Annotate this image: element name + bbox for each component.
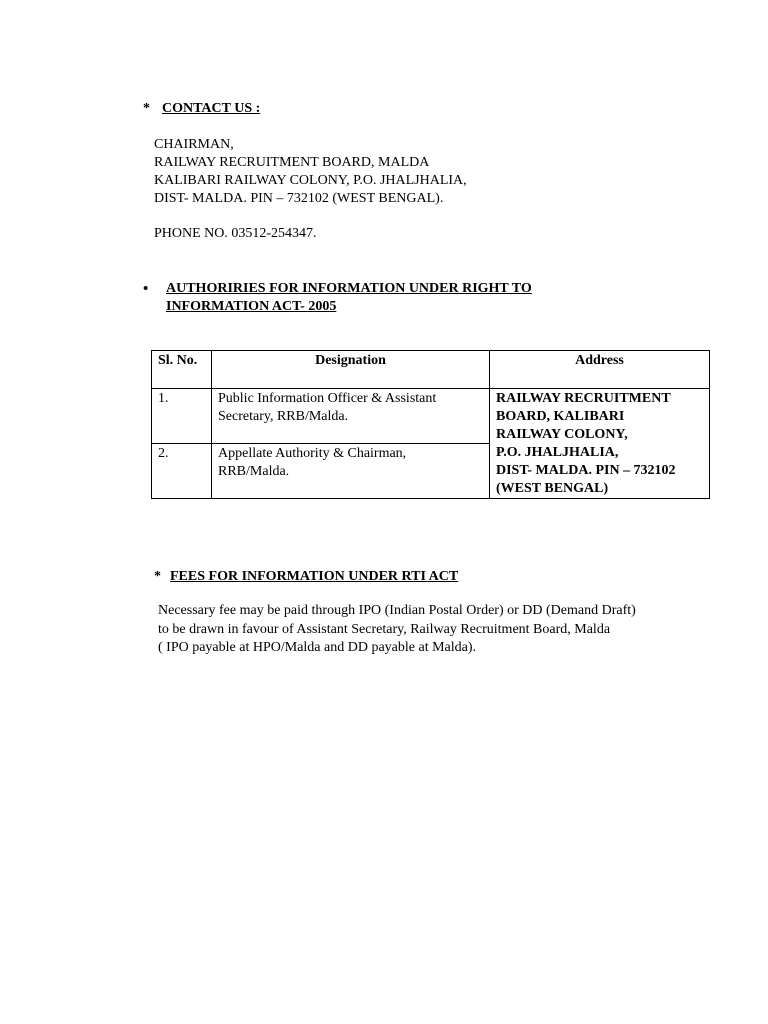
cell-sl-no: 1.	[152, 389, 212, 444]
contact-heading	[143, 100, 260, 118]
designation-line: RRB/Malda.	[218, 464, 290, 479]
header-address: Address	[490, 351, 710, 389]
address-line: BOARD, KALIBARI	[496, 409, 625, 424]
authorities-heading-line: INFORMATION ACT- 2005	[166, 299, 337, 314]
cell-sl-no: 2.	[152, 444, 212, 499]
address-line: RAILWAY RECRUITMENT	[496, 391, 671, 406]
table-row	[152, 389, 710, 444]
fees-line: Necessary fee may be paid through IPO (Indian Postal Order) or DD (Demand Draft)	[158, 603, 636, 618]
asterisk-marker: *	[154, 569, 161, 584]
designation-line: Appellate Authority & Chairman,	[218, 446, 407, 461]
phone-number: PHONE NO. 03512-254347.	[154, 226, 317, 241]
address-line: P.O. JHALJHALIA,	[496, 445, 619, 460]
designation-line: Public Information Officer & Assistant	[218, 391, 437, 406]
cell-designation	[212, 389, 490, 444]
cell-address	[490, 389, 710, 499]
authorities-heading	[166, 280, 606, 316]
contact-line: DIST- MALDA. PIN – 732102 (WEST BENGAL).	[154, 191, 444, 206]
address-line: (WEST BENGAL)	[496, 481, 609, 496]
contact-address-block	[154, 136, 467, 208]
fees-heading-text: FEES FOR INFORMATION UNDER RTI ACT	[170, 569, 459, 584]
bullet-icon: •	[143, 281, 149, 297]
table-header-row	[152, 351, 710, 389]
fees-line: to be drawn in favour of Assistant Secretary, Railway Recruitment Board, Malda	[158, 621, 611, 637]
header-sl-no: Sl. No.	[152, 351, 212, 389]
fees-heading	[154, 568, 458, 586]
contact-heading-text: CONTACT US :	[162, 101, 261, 116]
contact-line: KALIBARI RAILWAY COLONY, P.O. JHALJHALIA,	[154, 173, 467, 188]
authorities-table	[151, 350, 710, 499]
designation-line: Secretary, RRB/Malda.	[218, 409, 349, 424]
fees-line: ( IPO payable at HPO/Malda and DD payable at Malda).	[158, 640, 477, 655]
address-line: RAILWAY COLONY,	[496, 427, 628, 442]
authorities-heading-line: AUTHORIRIES FOR INFORMATION UNDER RIGHT TO	[166, 281, 532, 296]
cell-designation	[212, 444, 490, 499]
contact-line: CHAIRMAN,	[154, 137, 234, 152]
asterisk-marker: *	[143, 101, 150, 116]
contact-line: RAILWAY RECRUITMENT BOARD, MALDA	[154, 155, 430, 170]
header-designation: Designation	[212, 351, 490, 389]
address-line: DIST- MALDA. PIN – 732102	[496, 463, 676, 478]
fees-paragraph	[158, 602, 718, 658]
